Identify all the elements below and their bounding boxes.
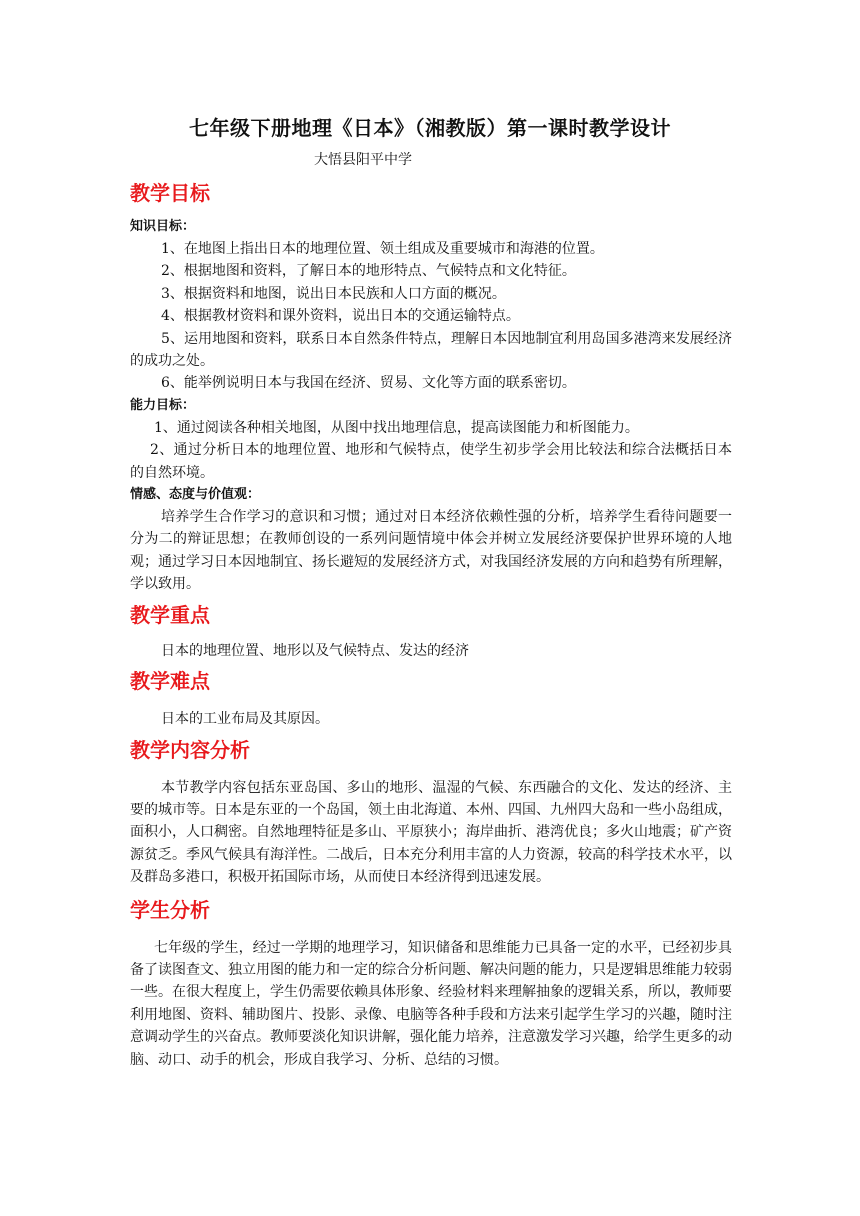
section-difficulties — [130, 666, 732, 730]
list-item: 1、通过阅读各种相关地图，从图中找出地理信息，提高读图能力和析图能力。 — [154, 419, 639, 436]
document-title: 七年级下册地理《日本》（湘教版）第一课时教学设计 — [189, 116, 671, 140]
emotion-objectives-label: 情感、态度与价值观： — [130, 487, 261, 503]
list-item: 2、通过分析日本的地理位置、地形和气候特点，使学生初步学会用比较法和综合法概括日本的自然环境。 — [130, 442, 732, 481]
difficulties-text: 日本的工业布局及其原因。 — [161, 711, 329, 728]
document-body — [130, 178, 732, 1071]
section-heading: 教学目标 — [130, 181, 210, 205]
ability-objectives-label: 能力目标： — [130, 397, 196, 413]
list-item: 3、根据资料和地图，说出日本民族和人口方面的概况。 — [161, 285, 506, 302]
content-analysis-text: 本节教学内容包括东亚岛国、多山的地形、温湿的气候、东西融合的文化、发达的经济、主要的城市等。日本是东亚的一个岛国，领土由北海道、本州、四国、九州四大岛和一些小岛组成，面积小，人口稠密。自然地理特征是多山、平原狭小；海岸曲折、港湾优良；多火山地震；矿产资源贫乏。季风气候具有海洋性。二战后，日本充分利用丰富的人力资源，较高的科学技术水平，以及群岛多港口，积极开拓国际市场，从而使日本经济得到迅速发展。 — [130, 779, 732, 886]
list-item: 6、能举例说明日本与我国在经济、贸易、文化等方面的联系密切。 — [161, 375, 576, 392]
list-item: 5、运用地图和资料，联系日本自然条件特点，理解日本因地制宜利用岛国多港湾来发展经济的成功之处。 — [130, 330, 732, 370]
section-heading: 教学难点 — [130, 669, 210, 694]
section-heading: 教学内容分析 — [130, 737, 250, 762]
section-heading: 教学重点 — [130, 602, 210, 627]
student-analysis-text: 七年级的学生，经过一学期的地理学习，知识储备和思维能力已具备一定的水平，已经初步具备了读图查文、独立用图的能力和一定的综合分析问题、解决问题的能力，只是逻辑思维能力较弱一些。在很大程度上，学生仍需要依赖具体形象、经验材料来理解抽象的逻辑关系，所以，教师要利用地图、资料、辅助图片、投影、录像、电脑等各种手段和方法来引起学生学习的兴趣，随时注意调动学生的兴奋点。教师要淡化知识讲解，强化能力培养，注意激发学习兴趣，给学生更多的动脑、动口、动手的机会，形成自我学习、分析、总结的习惯。 — [130, 939, 732, 1068]
section-objectives — [130, 178, 732, 596]
section-content-analysis — [130, 735, 732, 889]
section-keypoints — [130, 600, 732, 662]
school-name: 大悟县阳平中学 — [314, 152, 412, 168]
emotion-objectives-text: 培养学生合作学习的意识和习惯；通过对日本经济依赖性强的分析，培养学生看待问题要一分为二的辩证思想；在教师创设的一系列问题情境中体会并树立发展经济要保护世界环境的人地观；通过学习日本因地制宜、扬长避短的发展经济方式，对我国经济发展的方向和趋势有所理解，学以致用。 — [130, 509, 732, 593]
list-item: 2、根据地图和资料，了解日本的地形特点、气候特点和文化特征。 — [161, 263, 576, 280]
section-heading: 学生分析 — [130, 897, 210, 922]
list-item: 1、在地图上指出日本的地理位置、领土组成及重要城市和海港的位置。 — [161, 241, 604, 257]
list-item: 4、根据教材资料和课外资料，说出日本的交通运输特点。 — [161, 308, 520, 325]
keypoints-text: 日本的地理位置、地形以及气候特点、发达的经济 — [161, 642, 469, 659]
knowledge-objectives-label: 知识目标： — [130, 219, 196, 234]
section-student-analysis — [130, 895, 732, 1071]
